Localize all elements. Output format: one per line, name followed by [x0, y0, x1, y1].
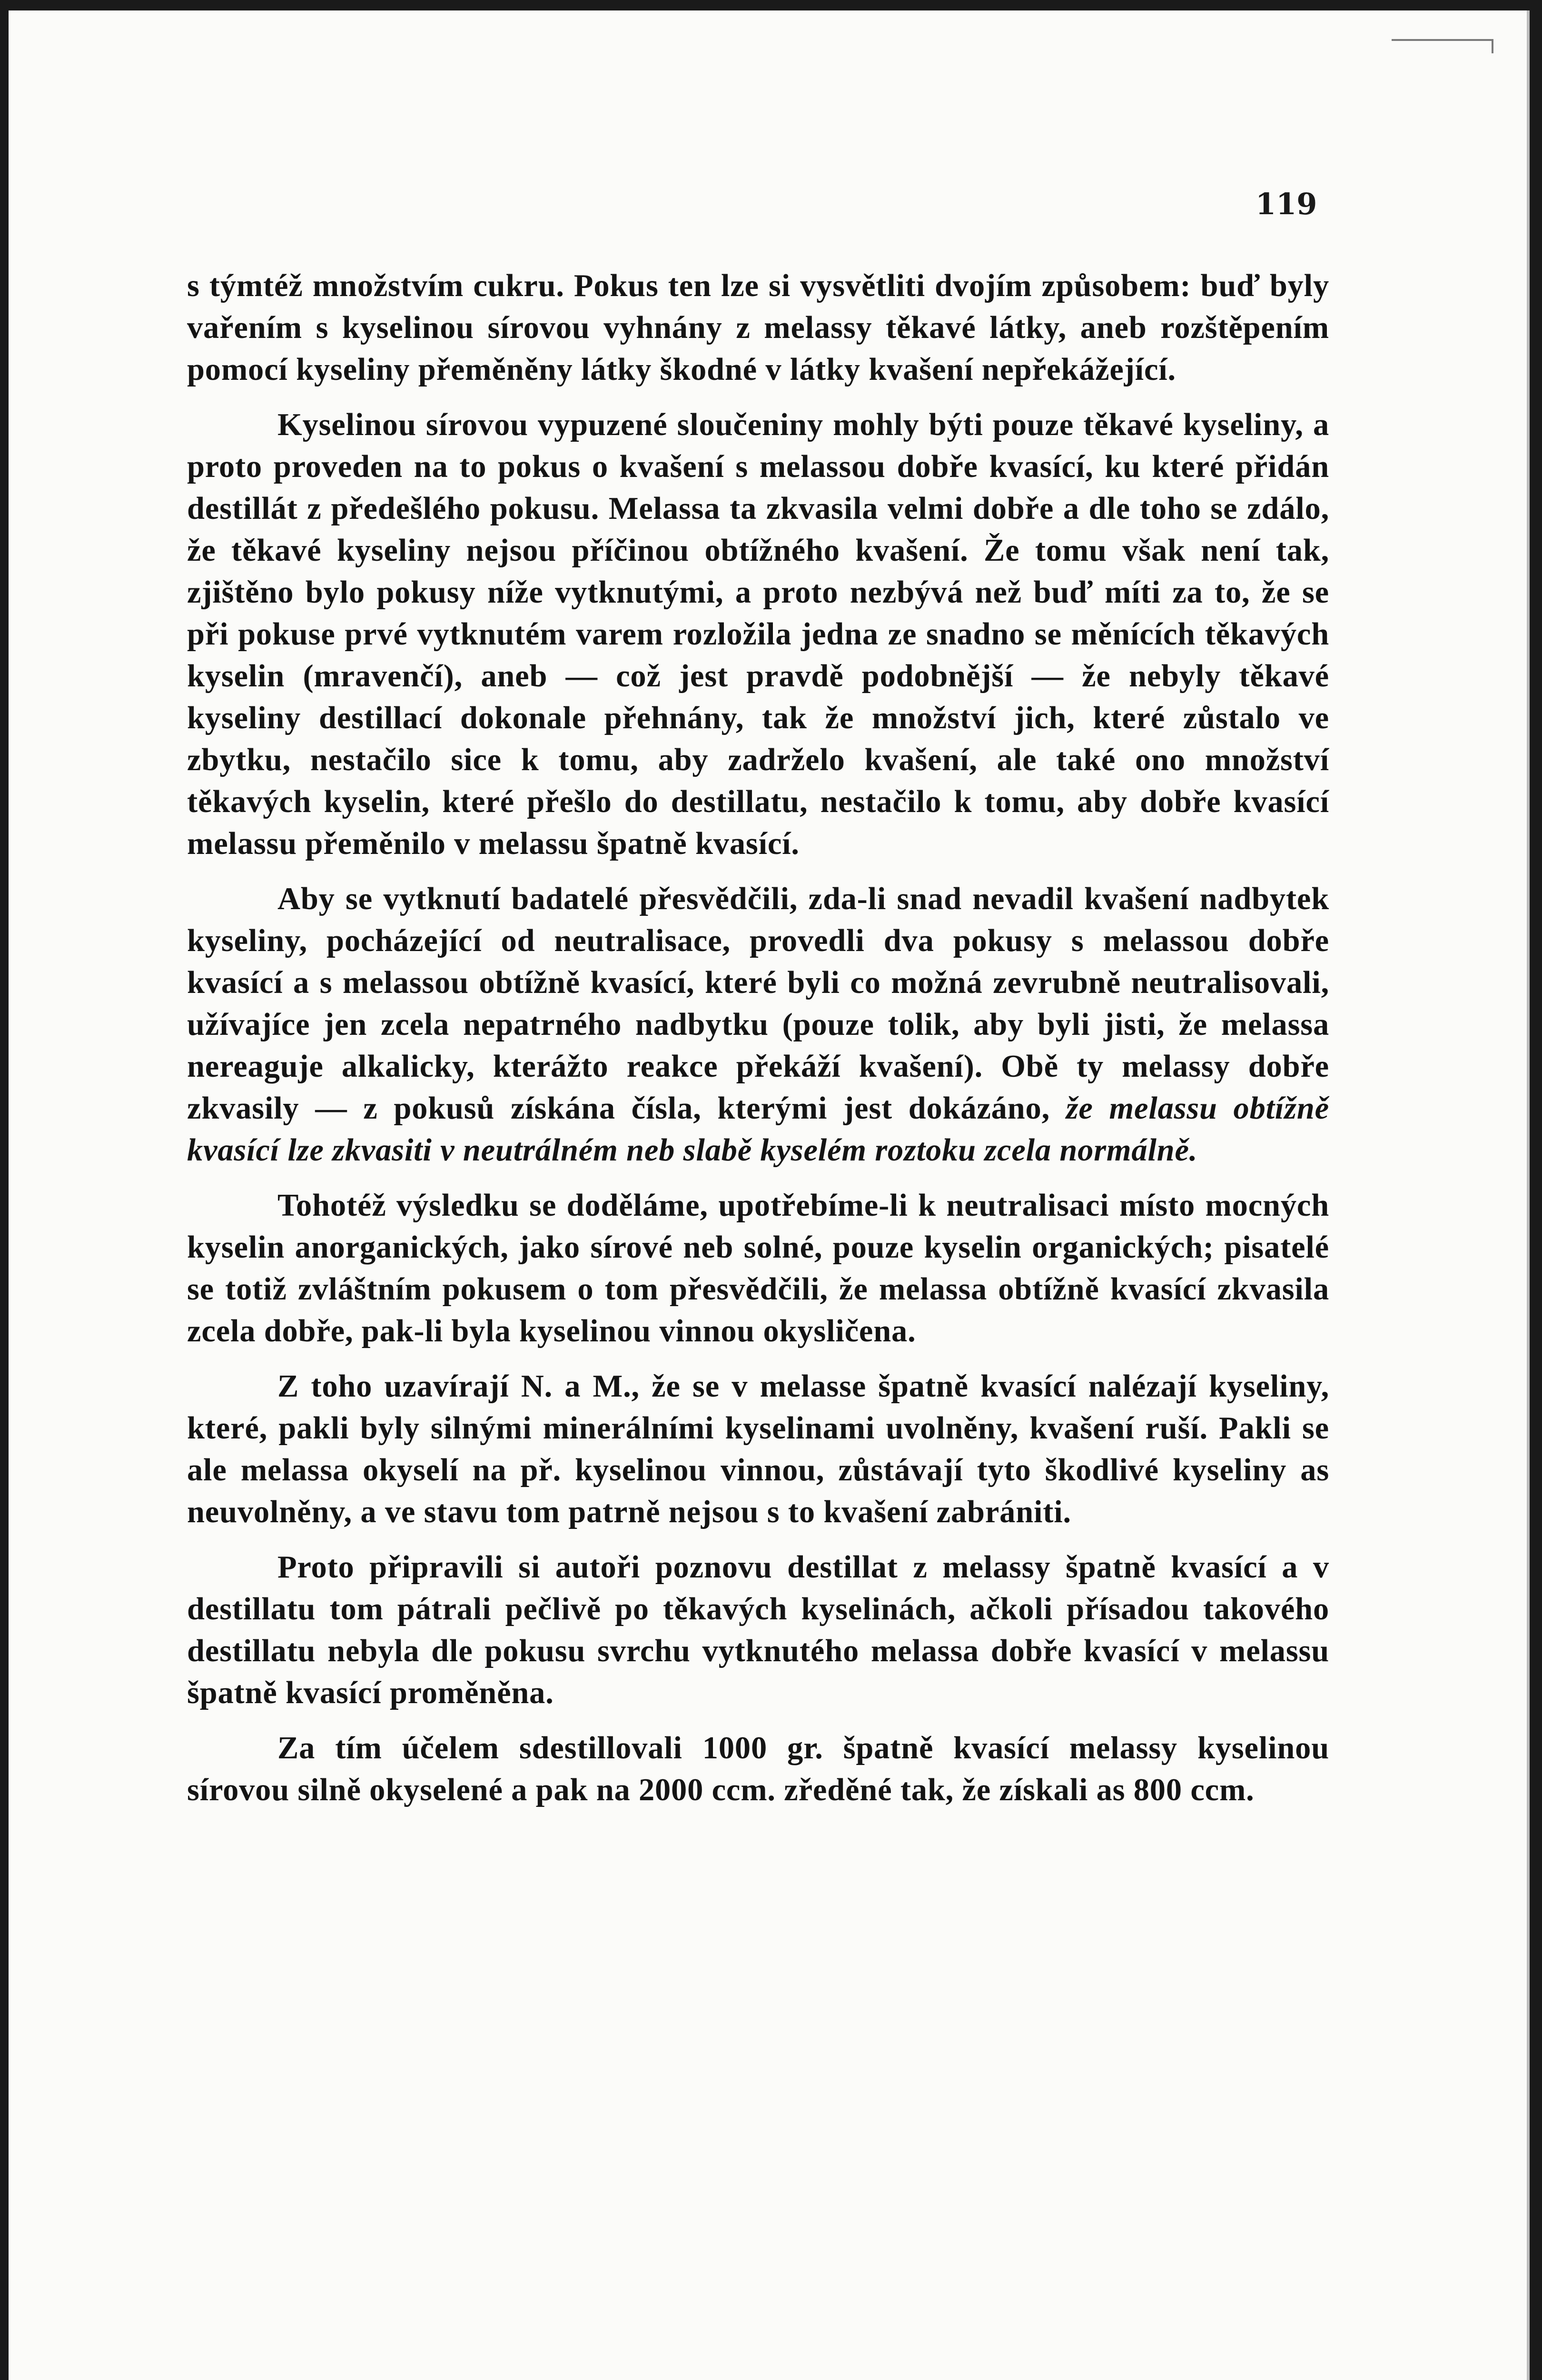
paragraph-3: [187, 878, 1329, 1171]
page-corner-mark: [1392, 39, 1493, 53]
body-text: [187, 265, 1329, 1825]
paragraph-3-emphasis: že melassu obtížně kvasící lze zkvasiti v neutrálném neb slabě kyselém roztoku zcela normálně.: [187, 1091, 1329, 1168]
scanned-page: [9, 10, 1530, 2380]
paragraph-5: Z toho uzavírají N. a M., že se v melasse špatně kvasící nalézají kyseliny, které, pakli byly silnými minerálními kyselinami uvolněny, kvašení ruší. Pakli se ale melassa okyselí na př. kyselinou vinnou, zůstávají tyto škodlivé kyseliny as neuvolněny, a ve stavu tom patrně nejsou s to kvašení zabrániti.: [187, 1369, 1329, 1529]
paragraph-6: Proto připravili si autoři poznovu destillat z melassy špatně kvasící a v destillatu tom pátrali pečlivě po těkavých kyselinách, ačkoli přísadou takového destillatu nebyla dle pokusu svrchu vytknutého melassa dobře kvasící v melassu špatně kvasící proměněna.: [187, 1550, 1329, 1710]
page-number: 119: [1255, 187, 1317, 221]
paragraph-3-text: Aby se vytknutí badatelé přesvědčili, zda-li snad nevadil kvašení nadbytek kyseliny, pocházející od neutralisace, provedli dva pokusy s melassou dobře kvasící a s melassou obtížně kvasící, které byli co možná zevrubně neutralisovali, užívajíce jen zcela nepatrného nadbytku (pouze tolik, aby byli jisti, že melassa nereaguje alkalicky, kterážto reakce překáží kvašení). Obě ty melassy dobře zkvasily — z pokusů získána čísla, kterými jest dokázáno,: [187, 882, 1329, 1126]
paragraph-1: s týmtéž množstvím cukru. Pokus ten lze si vysvětliti dvojím způsobem: buď byly vařením s kyselinou sírovou vyhnány z melassy těkavé látky, aneb rozštěpením pomocí kyseliny přeměněny látky škodné v látky kvašení nepřekážející.: [187, 268, 1329, 387]
paragraph-4: Tohotéž výsledku se doděláme, upotřebíme-li k neutralisaci místo mocných kyselin anorganických, jako sírové neb solné, pouze kyselin organických; pisatelé se totiž zvláštním pokusem o tom přesvědčili, že melassa obtížně kvasící zkvasila zcela dobře, pak-li byla kyselinou vinnou okysličena.: [187, 1188, 1329, 1349]
paragraph-2: Kyselinou sírovou vypuzené sloučeniny mohly býti pouze těkavé kyseliny, a proto proveden na to pokus o kvašení s melassou dobře kvasící, ku které přidán destillát z předešlého pokusu. Melassa ta zkvasila velmi dobře a dle toho se zdálo, že těkavé kyseliny nejsou příčinou obtížného kvašení. Že tomu však není tak, zjištěno bylo pokusy níže vytknutými, a proto nezbývá než buď míti za to, že se při pokuse prvé vytknutém varem rozložila jedna ze snadno se měnících těkavých kyselin (mravenčí), aneb — což jest pravdě podobnější — že nebyly těkavé kyseliny destillací dokonale přehnány, tak že množství jich, které zůstalo ve zbytku, nestačilo sice k tomu, aby zadrželo kvašení, ale také ono množství těkavých kyselin, které přešlo do destillatu, nestačilo k tomu, aby dobře kvasící melassu přeměnilo v melassu špatně kvasící.: [187, 407, 1329, 861]
paragraph-7: Za tím účelem sdestillovali 1000 gr. špatně kvasící melassy kyselinou sírovou silně okyselené a pak na 2000 ccm. zředěné tak, že získali as 800 ccm.: [187, 1731, 1329, 1807]
